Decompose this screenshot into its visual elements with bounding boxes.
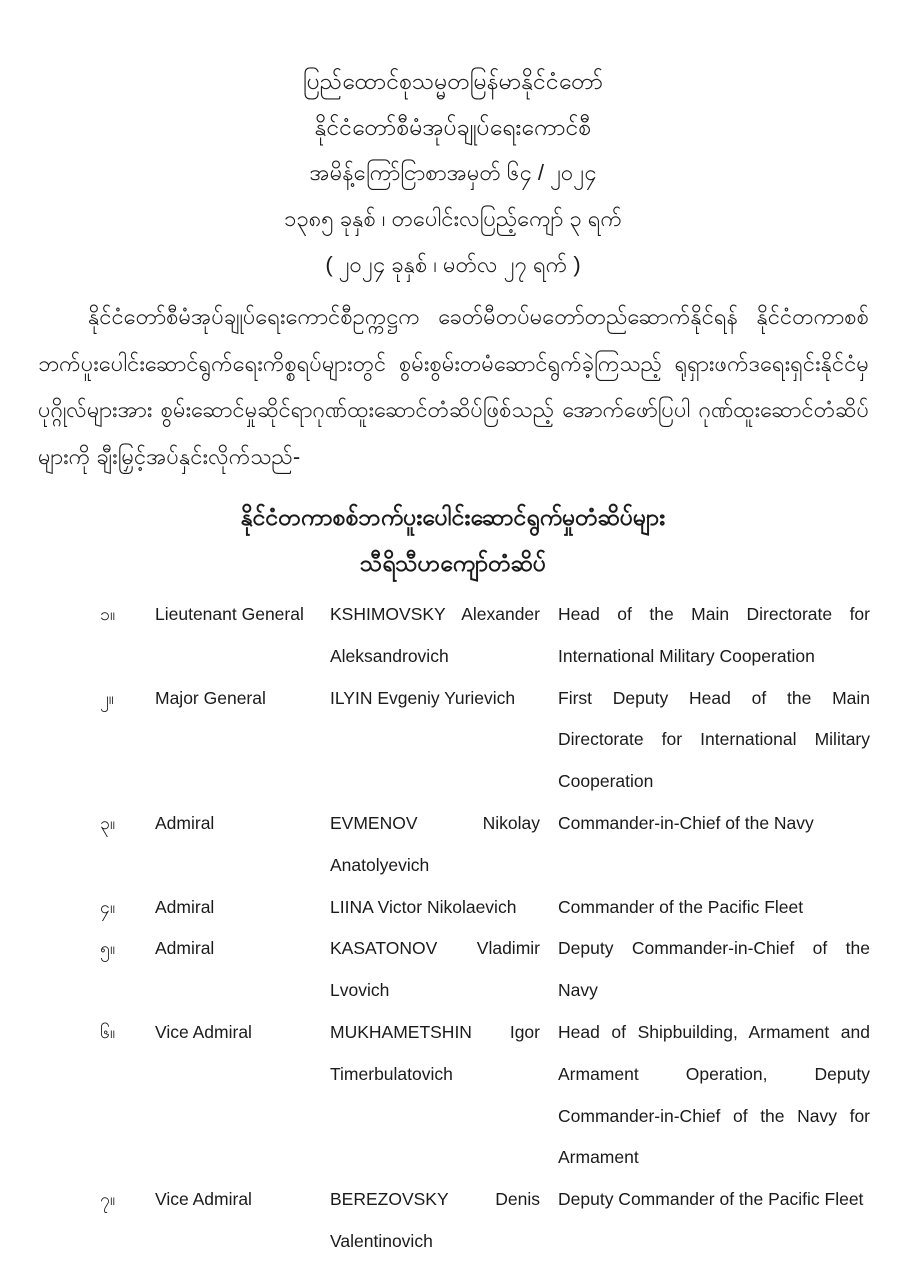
position-cell: First Deputy Head of the Main Directorate for International Military Cooperation — [558, 687, 870, 792]
council-title: နိုင်ငံတော်စီမံအုပ်ချုပ်ရေးကောင်စီ — [314, 114, 592, 140]
position-cell: Deputy Commander of the Pacific Fleet — [558, 1189, 864, 1210]
gregorian-date-line: ( ၂၀၂၄ ခုနှစ် ၊ မတ်လ ၂၇ ရက် ) — [325, 252, 581, 277]
row-number: ၂။ — [100, 687, 114, 708]
table-row — [100, 803, 870, 887]
position-cell: Head of Shipbuilding, Armament and Armament Operation, Deputy Commander-in-Chief of the Navy for Armament — [558, 1021, 870, 1168]
myanmar-date-line: ၁၃၈၅ ခုနှစ် ၊ တပေါင်းလပြည့်ကျော် ၃ ရက် — [283, 206, 623, 231]
name-cell: EVMENOV Nikolay Anatolyevich — [330, 812, 540, 875]
table-row — [100, 1012, 870, 1179]
order-number-line: အမိန့်ကြော်ငြာစာအမှတ် ၆၄ / ၂၀၂၄ — [309, 160, 597, 185]
name-cell: LIINA Victor Nikolaevich — [330, 896, 517, 917]
table-row — [100, 678, 870, 803]
medal-name-heading: သီရိသီဟကျော်တံဆိပ် — [359, 550, 547, 576]
document-header — [0, 0, 906, 288]
order-paragraph: နိုင်ငံတော်စီမံအုပ်ချုပ်ရေးကောင်စီဥက္ကဋ္ဌက ခေတ်မီတပ်မတော်တည်ဆောက်နိုင်ရန် နိုင်ငံတကာစစ်ဘက်ပူးပေါင်းဆောင်ရွက်ရေးကိစ္စရပ်များတွင် စွမ်းစွမ်းတမံဆောင်ရွက်ခဲ့ကြသည့် ရုရှားဖက်ဒရေးရှင်းနိုင်ငံမှ ပုဂ္ဂိုလ်များအား စွမ်းဆောင်မှုဆိုင်ရာဂုဏ်ထူးဆောင်တံဆိပ်ဖြစ်သည့် အောက်ဖော်ပြပါ ဂုဏ်ထူးဆောင်တံဆိပ်များကို ချီးမြှင့်အပ်နှင်းလိုက်သည်- — [38, 304, 869, 469]
name-cell: KSHIMOVSKY Alexander Aleksandrovich — [330, 604, 540, 666]
rank-cell: Vice Admiral — [155, 1189, 252, 1210]
row-number: ၄။ — [100, 896, 116, 917]
name-cell: ILYIN Evgeniy Yurievich — [330, 687, 516, 708]
row-number: ၇။ — [100, 1189, 116, 1210]
recipient-table — [100, 594, 870, 1263]
rank-cell: Lieutenant General — [155, 604, 304, 624]
rank-cell: Admiral — [155, 812, 215, 833]
row-number: ၁။ — [100, 604, 116, 624]
section-headings — [0, 494, 906, 586]
rank-cell: Admiral — [155, 938, 215, 959]
medal-category-heading: နိုင်ငံတကာစစ်ဘက်ပူးပေါင်းဆောင်ရွက်မှုတံဆိပ်များ — [240, 504, 666, 530]
rank-cell: Admiral — [155, 896, 215, 917]
table-row — [100, 594, 870, 678]
rank-cell: Vice Admiral — [155, 1021, 252, 1042]
row-number: ၆။ — [100, 1021, 116, 1042]
row-number: ၅။ — [100, 938, 116, 959]
name-cell: MUKHAMETSHIN Igor Timerbulatovich — [330, 1021, 540, 1084]
rank-cell: Major General — [155, 687, 266, 708]
position-cell: Deputy Commander-in-Chief of the Navy — [558, 938, 870, 1001]
country-title: ပြည်ထောင်စုသမ္မတမြန်မာနိုင်ငံတော် — [302, 68, 604, 94]
position-cell: Head of the Main Directorate for International Military Cooperation — [558, 604, 870, 666]
table-row — [100, 887, 870, 929]
position-cell: Commander-in-Chief of the Navy — [558, 812, 814, 833]
position-cell: Commander of the Pacific Fleet — [558, 896, 804, 917]
row-number: ၃။ — [100, 812, 116, 833]
name-cell: BEREZOVSKY Denis Valentinovich — [330, 1189, 540, 1251]
table-row — [100, 1179, 870, 1263]
name-cell: KASATONOV Vladimir Lvovich — [330, 938, 540, 1001]
table-row — [100, 928, 870, 1012]
